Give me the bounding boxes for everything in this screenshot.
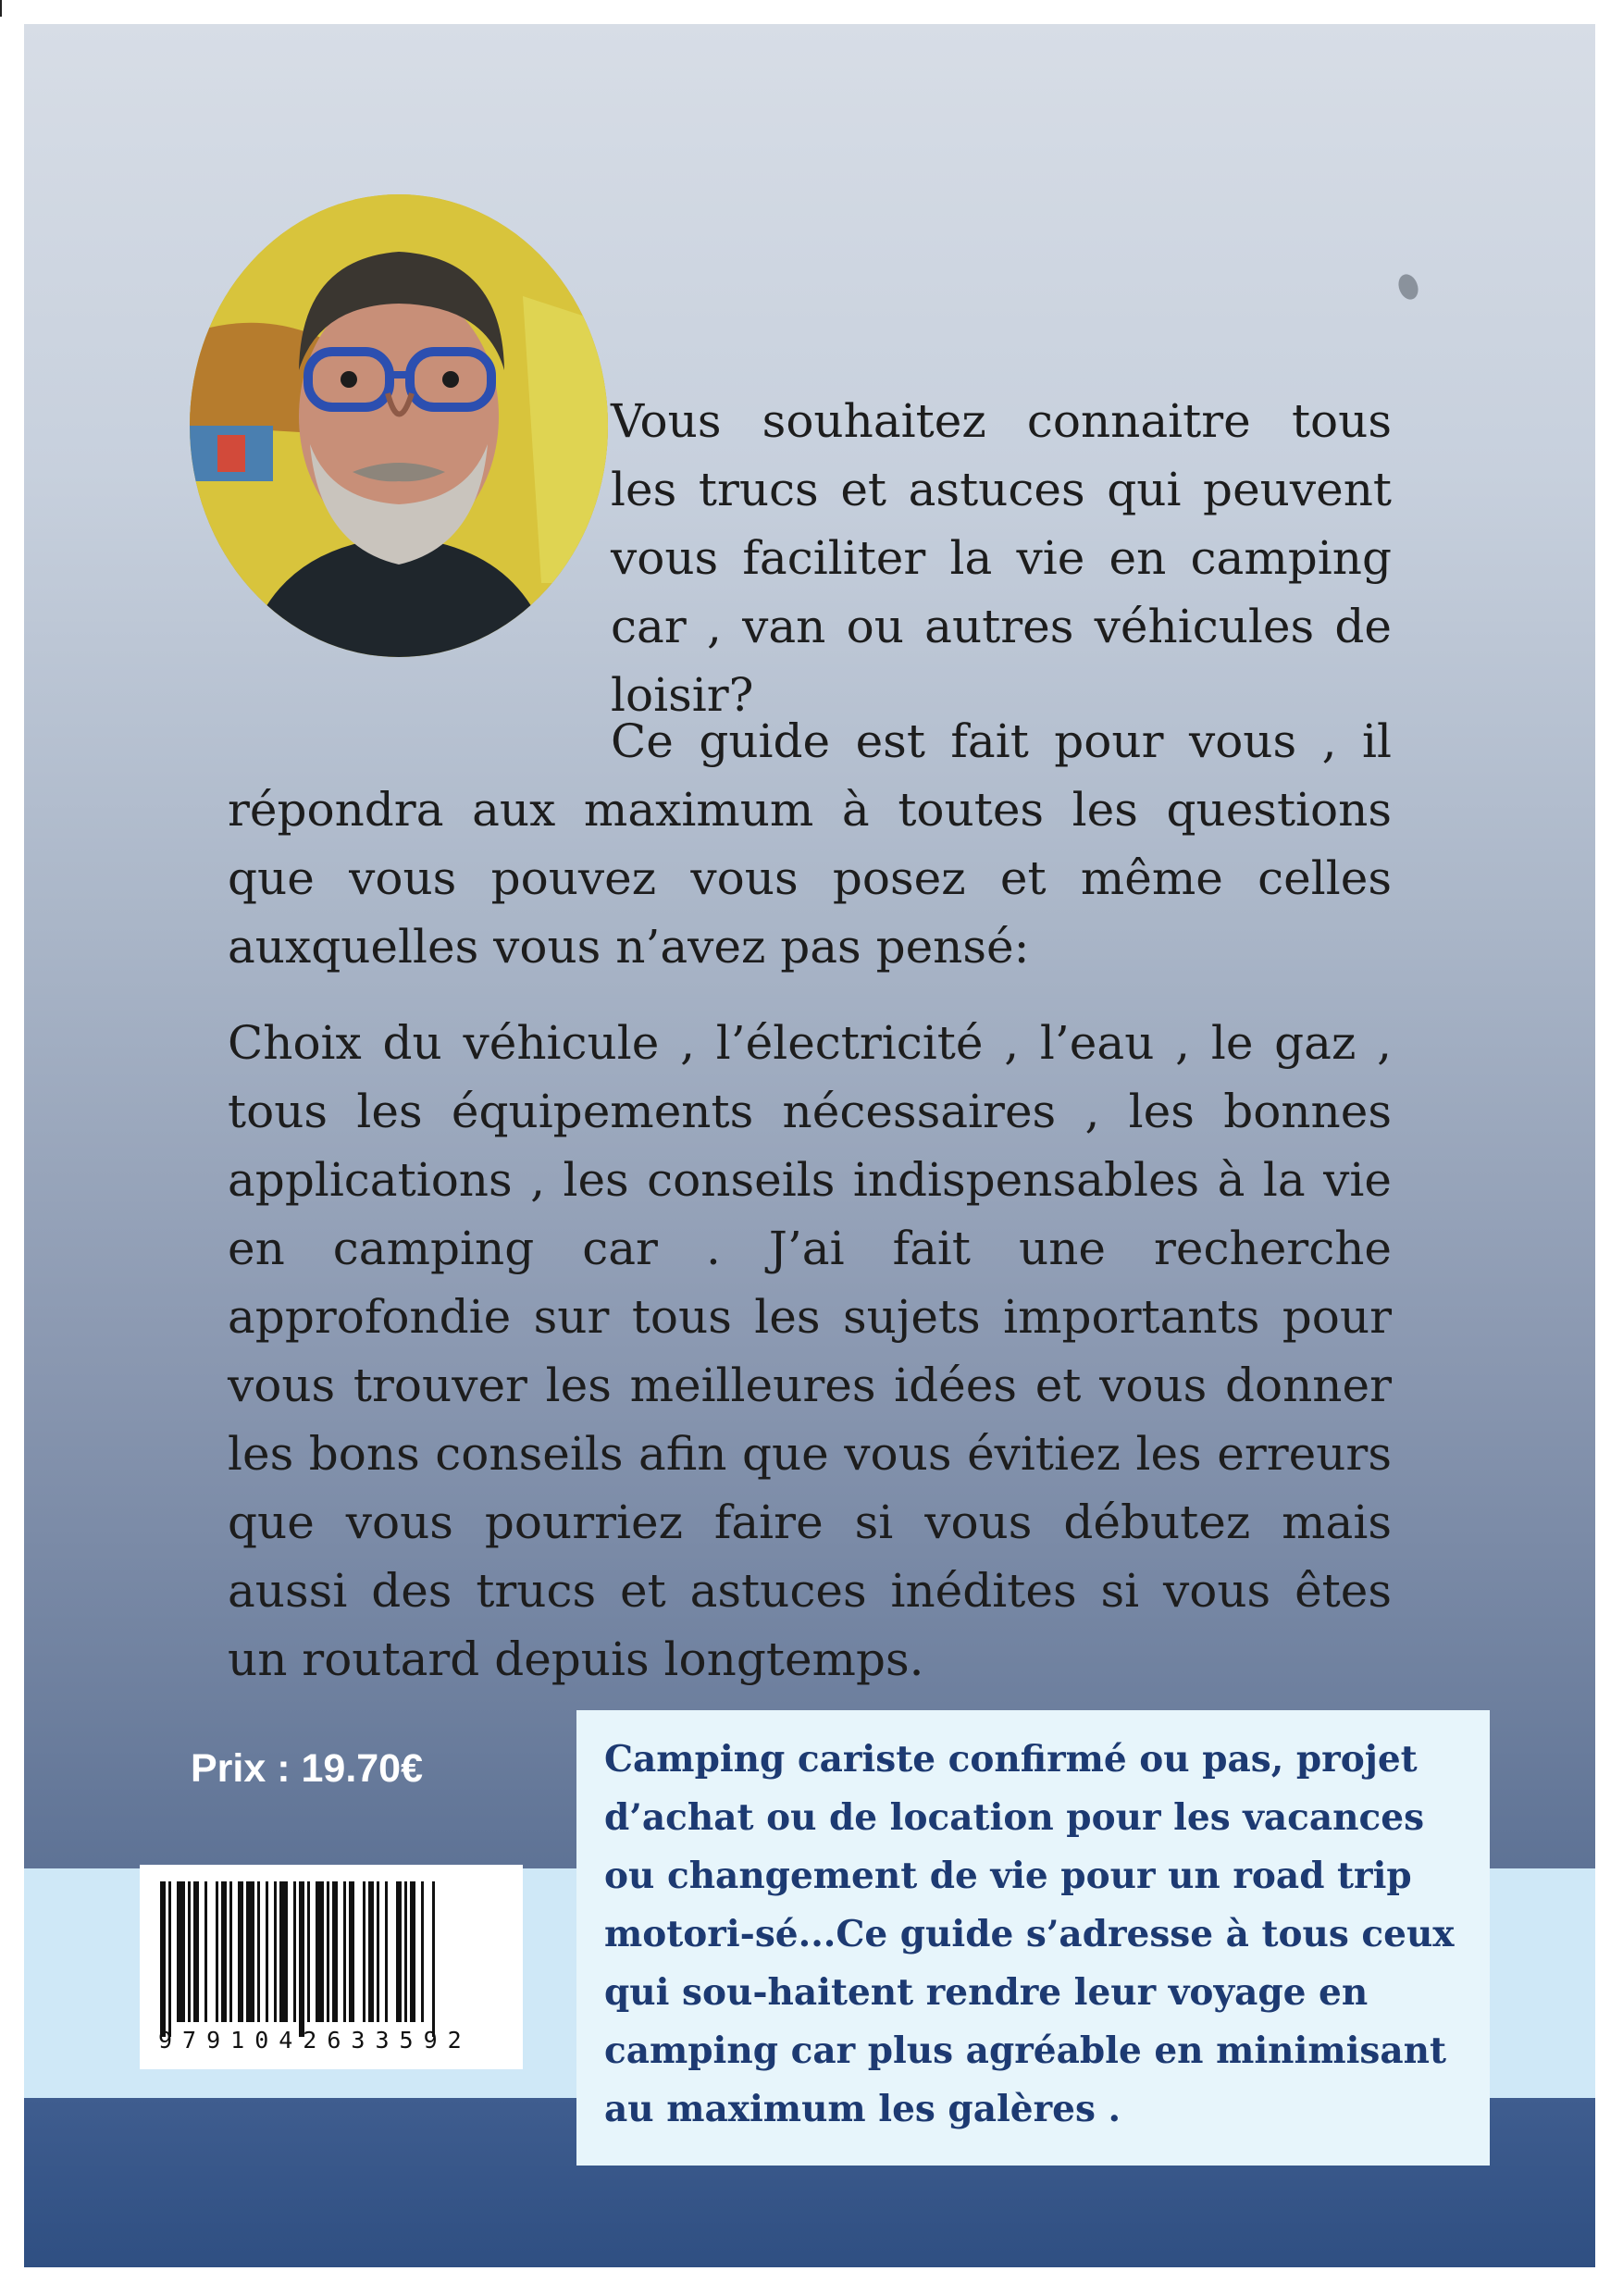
isbn-barcode	[140, 1865, 523, 2069]
barcode-bar	[160, 1881, 166, 2037]
barcode-bar	[266, 1881, 268, 2022]
barcode-bar	[221, 1881, 227, 2022]
barcode-bar	[410, 1881, 415, 2022]
barcode-bar	[432, 1881, 435, 2037]
barcode-bar	[177, 1881, 185, 2022]
barcode-bar	[307, 1881, 310, 2022]
barcode-bar	[229, 1881, 232, 2022]
barcode-bar	[368, 1881, 374, 2022]
barcode-bar	[299, 1881, 304, 2037]
barcode-bar	[404, 1881, 407, 2022]
price-label: Prix : 19.70€	[191, 1746, 424, 1791]
barcode-bar	[193, 1881, 199, 2022]
barcode-bar	[332, 1881, 338, 2022]
crop-mark	[0, 0, 11, 17]
barcode-bar	[327, 1881, 329, 2022]
barcode-bar	[274, 1881, 277, 2022]
barcode-bar	[293, 1881, 296, 2022]
barcode-bar	[349, 1881, 354, 2022]
barcode-bar	[316, 1881, 324, 2022]
blurb-box	[576, 1710, 1490, 2166]
intro-paragraph: Vous souhaitez connaitre tous les trucs et astuces qui peuvent vous faciliter la vie en camping car , van ou autres véhicules de loisir?	[611, 394, 1392, 722]
barcode-bar	[396, 1881, 402, 2022]
guide-paragraph: Ce guide est fait pour vous , il répondra aux maximum à toutes les questions que vous pouvez vous posez et même celles auxquelles vous n’avez pas pensé:	[228, 714, 1392, 974]
barcode-number: 9791042633592	[158, 2027, 472, 2054]
blurb-text: Camping cariste confirmé ou pas, projet d’achat ou de location pour les vacances ou changement de vie pour un road trip motori-sé...Ce guide s’adresse à tous ceux qui sou-haitent rendre leur voyage en camping car plus agréable en minimisant au maximum les galères .	[604, 1738, 1455, 2130]
barcode-bar	[257, 1881, 260, 2022]
barcode-bar	[385, 1881, 388, 2022]
barcode-bar	[363, 1881, 365, 2022]
barcode-bar	[204, 1881, 207, 2022]
barcode-bar	[238, 1881, 243, 2022]
author-portrait-icon	[190, 194, 608, 657]
barcode-bar	[246, 1881, 254, 2022]
barcode-bar	[343, 1881, 346, 2022]
topics-paragraph: Choix du véhicule , l’électricité , l’eau , le gaz , tous les équipements nécessaires , les bonnes applications , les conseils indispensables à la vie en camping car . J’ai fait une recherche approfondie sur tous les sujets importants pour vous trouver les meilleures idées et vous donner les bons conseils afin que vous évitiez les erreurs que vous pourriez faire si vous débutez mais aussi des trucs et astuces inédites si vous êtes un routard depuis longtemps.	[228, 1016, 1392, 1686]
barcode-bar	[188, 1881, 191, 2022]
author-photo	[190, 194, 608, 657]
barcode-bar	[377, 1881, 379, 2022]
barcode-bar	[216, 1881, 218, 2022]
barcode-bar	[168, 1881, 171, 2037]
barcode-bar	[279, 1881, 288, 2022]
barcode-bar	[421, 1881, 424, 2022]
